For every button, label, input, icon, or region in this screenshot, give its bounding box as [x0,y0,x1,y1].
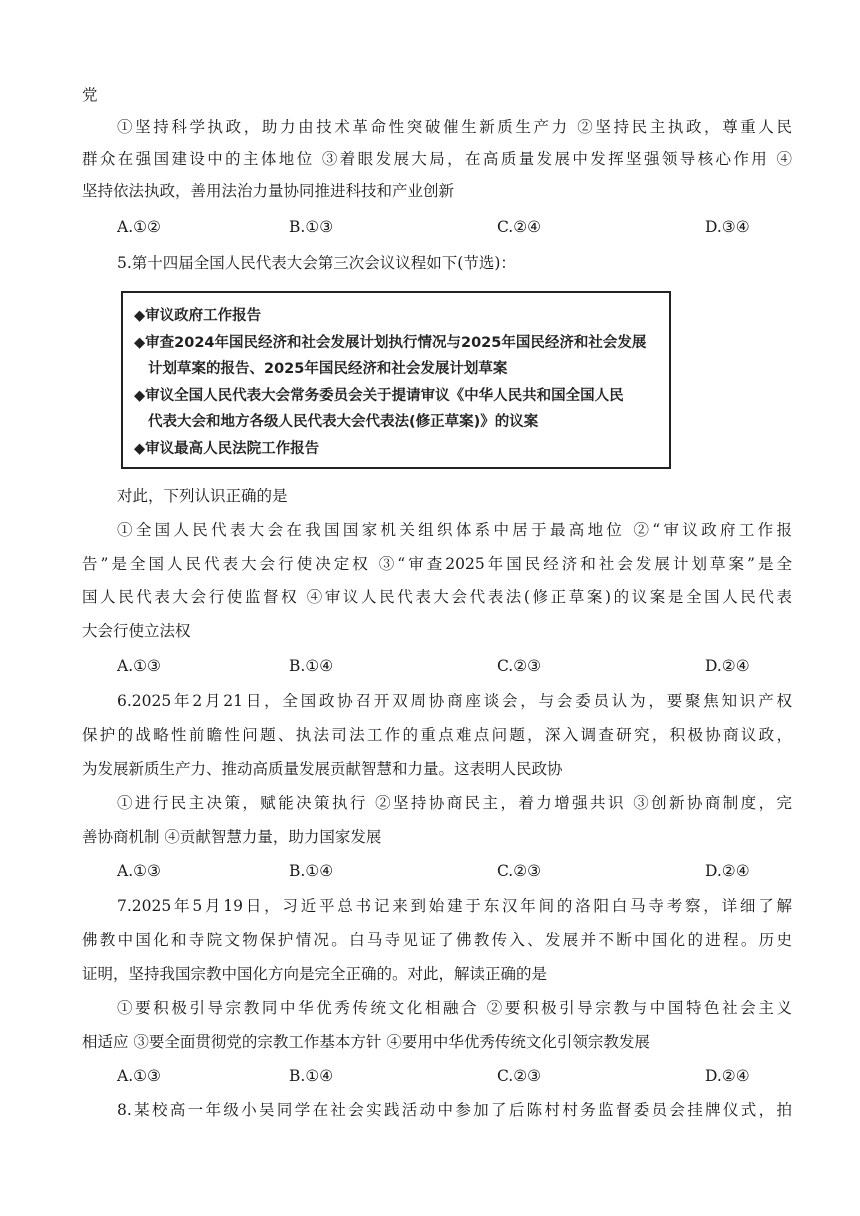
option-b[interactable]: B.①④ [289,862,334,880]
option-d[interactable]: D.②④ [705,862,750,880]
option-a[interactable]: A.①③ [117,862,161,880]
text-line: 证明，坚持我国宗教中国化方向是完全正确的。对此，解读正确的是 [82,965,548,983]
option-b[interactable]: B.①④ [289,657,334,675]
text-line: 保护的战略性前瞻性问题、执法司法工作的重点难点问题，深入调查研究，积极协商议政， [82,726,792,744]
question-8-stem: 8.某校高一年级小吴同学在社会实践活动中参加了后陈村村务监督委员会挂牌仪式，拍 [117,1101,792,1119]
option-d[interactable]: D.②④ [705,657,750,675]
text-line: ①坚持科学执政，助力由技术革命性突破催生新质生产力 ②坚持民主执政，尊重人民 [117,118,792,136]
option-a[interactable]: A.①③ [117,657,161,675]
option-b[interactable]: B.①④ [289,1067,334,1085]
option-c[interactable]: C.②④ [497,218,542,236]
question-5-stem: 5.第十四届全国人民代表大会第三次会议议程如下(节选)： [117,254,516,272]
text-line: ①要积极引导宗教同中华优秀传统文化相融合 ②要积极引导宗教与中国特色社会主义 [117,999,792,1017]
text-line: 坚持依法执政，善用法治力量协同推进科技和产业创新 [82,182,455,200]
text-line: 相适应 ③要全面贯彻党的宗教工作基本方针 ④要用中华优秀传统文化引领宗教发展 [82,1033,650,1051]
option-b[interactable]: B.①③ [289,218,334,236]
question-7-stem: 7.2025年5月19日，习近平总书记来到始建于东汉年间的洛阳白马寺考察，详细了解 [117,897,792,915]
option-d[interactable]: D.③④ [705,218,750,236]
text-line: 佛教中国化和寺院文物保护情况。白马寺见证了佛教传入、发展并不断中国化的进程。历史 [82,931,792,949]
question-5-ask: 对此，下列认识正确的是 [117,487,288,505]
agenda-item: ◆审议政府工作报告 [134,308,262,324]
agenda-box [121,291,671,469]
text-line: ①全国人民代表大会在我国国家机关组织体系中居于最高地位 ②“审议政府工作报 [117,521,792,539]
text-line: 为发展新质生产力、推动高质量发展贡献智慧和力量。这表明人民政协 [82,760,563,778]
text-line: 群众在强国建设中的主体地位 ③着眼发展大局，在高质量发展中发挥坚强领导核心作用 ④ [82,150,792,168]
text-line: 大会行使立法权 [82,622,191,640]
agenda-item: ◆审议最高人民法院工作报告 [134,440,320,457]
option-a[interactable]: A.①③ [117,1067,161,1085]
option-c[interactable]: C.②③ [497,657,542,675]
agenda-item-continued: 计划草案的报告、2025年国民经济和社会发展计划草案 [148,361,508,377]
agenda-item-continued: 代表大会和地方各级人民代表大会代表法(修正草案)》的议案 [148,414,539,430]
text-line: 告”是全国人民代表大会行使决定权 ③“审查2025年国民经济和社会发展计划草案”是全 [82,555,792,573]
option-c[interactable]: C.②③ [497,862,542,880]
option-a[interactable]: A.①② [117,218,161,236]
question-6-stem: 6.2025年2月21日，全国政协召开双周协商座谈会，与会委员认为，要聚焦知识产权 [117,692,792,710]
text-line: ①进行民主决策，赋能决策执行 ②坚持协商民主，着力增强共识 ③创新协商制度，完 [117,794,792,812]
text-line: 党 [82,86,98,104]
option-d[interactable]: D.②④ [705,1067,750,1085]
agenda-item: ◆审查2024年国民经济和社会发展计划执行情况与2025年国民经济和社会发展 [134,334,647,351]
agenda-item: ◆审议全国人民代表大会常务委员会关于提请审议《中华人民共和国全国人民 [134,387,624,404]
text-line: 国人民代表大会行使监督权 ④审议人民代表大会代表法(修正草案)的议案是全国人民代表 [82,588,792,606]
option-c[interactable]: C.②③ [497,1067,542,1085]
text-line: 善协商机制 ④贡献智慧力量，助力国家发展 [82,828,382,846]
